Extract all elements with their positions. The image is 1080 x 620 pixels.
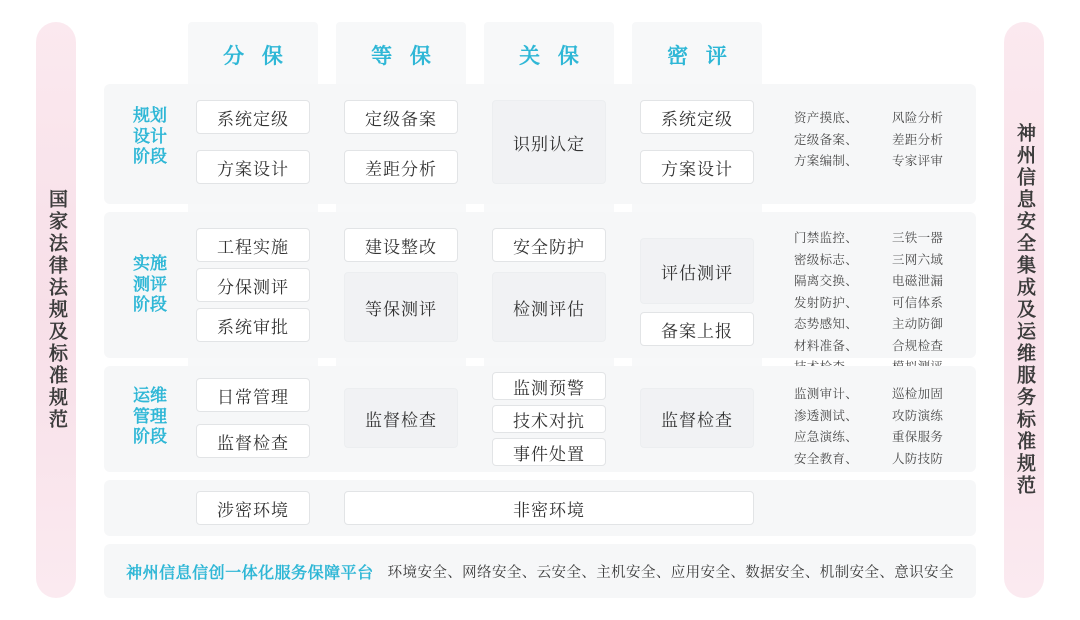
stage-line: 实施	[133, 254, 167, 273]
desc-planning-left	[794, 108, 858, 173]
stage-line: 阶段	[133, 147, 167, 167]
cell-impl-dengbao-1[interactable]: 建设整改	[344, 228, 458, 262]
cell-planning-dengbao-2[interactable]: 差距分析	[344, 150, 458, 184]
stage-line: 阶段	[133, 427, 167, 447]
desc-line: 态势感知、	[794, 317, 859, 331]
row-group-planning	[104, 84, 976, 204]
desc-line: 安全教育、	[794, 451, 859, 466]
desc-line: 应急演练、	[794, 430, 859, 444]
matrix-board	[104, 22, 976, 598]
cell-impl-dengbao-2[interactable]: 等保测评	[344, 272, 458, 342]
stage-line: 运维	[133, 386, 167, 405]
desc-line: 方案编制、	[794, 154, 859, 168]
desc-line: 电磁泄漏	[892, 274, 944, 288]
cell-ops-miping-1[interactable]: 监督检查	[640, 388, 754, 448]
stage-label-operations	[122, 386, 178, 448]
desc-impl-right	[892, 228, 943, 379]
column-header-guanbao: 关 保	[519, 45, 585, 68]
desc-line: 三铁一器	[892, 231, 944, 245]
right-pillar-label: 神州信息安全集成及运维服务标准规范	[1013, 123, 1035, 497]
column-header-dengbao: 等 保	[371, 45, 437, 68]
cell-impl-fenbao-1[interactable]: 工程实施	[196, 228, 310, 262]
environment-row	[104, 480, 976, 536]
desc-ops-right	[892, 384, 943, 470]
desc-line: 三网六域	[892, 252, 944, 267]
cell-ops-fenbao-2[interactable]: 监督检查	[196, 424, 310, 458]
cell-impl-fenbao-2[interactable]: 分保测评	[196, 268, 310, 302]
left-pillar-label: 国家法律法规及标准规范	[45, 189, 67, 431]
column-header-miping: 密 评	[667, 45, 733, 68]
desc-line: 监测审计、	[794, 387, 859, 401]
desc-line: 定级备案、	[794, 132, 859, 147]
desc-line: 人防技防	[892, 451, 944, 466]
desc-line: 专家评审	[892, 154, 944, 168]
cell-impl-miping-1[interactable]: 评估测评	[640, 238, 754, 304]
stage-label-implementation	[122, 254, 178, 316]
cell-ops-dengbao-1[interactable]: 监督检查	[344, 388, 458, 448]
desc-line: 密级标志、	[794, 252, 859, 267]
desc-ops-left	[794, 384, 858, 470]
desc-line: 材料准备、	[794, 338, 859, 353]
env-cell-secret[interactable]: 涉密环境	[196, 491, 310, 525]
cell-impl-guanbao-2[interactable]: 检测评估	[492, 272, 606, 342]
desc-line: 巡检加固	[892, 387, 944, 401]
stage-line: 管理	[133, 406, 167, 426]
cell-planning-dengbao-1[interactable]: 定级备案	[344, 100, 458, 134]
stage-line: 规划	[133, 106, 167, 125]
desc-line: 合规检查	[892, 338, 944, 353]
cell-ops-guanbao-1[interactable]: 监测预警	[492, 372, 606, 400]
platform-subtitle: 环境安全、网络安全、云安全、主机安全、应用安全、数据安全、机制安全、意识安全	[387, 564, 954, 581]
cell-impl-fenbao-3[interactable]: 系统审批	[196, 308, 310, 342]
stage-line: 阶段	[133, 295, 167, 315]
cell-ops-fenbao-1[interactable]: 日常管理	[196, 378, 310, 412]
row-group-operations	[104, 366, 976, 472]
column-header-fenbao: 分 保	[223, 45, 289, 68]
cell-planning-miping-2[interactable]: 方案设计	[640, 150, 754, 184]
desc-line: 隔离交换、	[794, 274, 859, 288]
desc-line: 差距分析	[892, 132, 944, 147]
platform-title: 神州信息信创一体化服务保障平台	[126, 564, 374, 582]
desc-line: 主动防御	[892, 317, 944, 331]
left-pillar	[36, 22, 76, 598]
desc-line: 发射防护、	[794, 295, 859, 310]
platform-row	[104, 544, 976, 598]
desc-line: 攻防演练	[892, 408, 944, 423]
desc-line: 重保服务	[892, 430, 944, 444]
desc-line: 资产摸底、	[794, 111, 859, 125]
cell-planning-fenbao-1[interactable]: 系统定级	[196, 100, 310, 134]
desc-impl-left	[794, 228, 858, 379]
cell-planning-guanbao-1[interactable]: 识别认定	[492, 100, 606, 184]
env-cell-nonsecret[interactable]: 非密环境	[344, 491, 754, 525]
right-pillar	[1004, 22, 1044, 598]
cell-impl-miping-2[interactable]: 备案上报	[640, 312, 754, 346]
cell-ops-guanbao-2[interactable]: 技术对抗	[492, 405, 606, 433]
desc-planning-right	[892, 108, 943, 173]
desc-line: 可信体系	[892, 295, 944, 310]
desc-line: 风险分析	[892, 111, 944, 125]
cell-ops-guanbao-3[interactable]: 事件处置	[492, 438, 606, 466]
stage-label-planning	[122, 106, 178, 168]
row-group-implementation	[104, 212, 976, 358]
cell-impl-guanbao-1[interactable]: 安全防护	[492, 228, 606, 262]
cell-planning-fenbao-2[interactable]: 方案设计	[196, 150, 310, 184]
stage-line: 设计	[133, 126, 167, 146]
desc-line: 门禁监控、	[794, 231, 859, 245]
stage-line: 测评	[133, 274, 167, 294]
desc-line: 渗透测试、	[794, 408, 859, 423]
cell-planning-miping-1[interactable]: 系统定级	[640, 100, 754, 134]
